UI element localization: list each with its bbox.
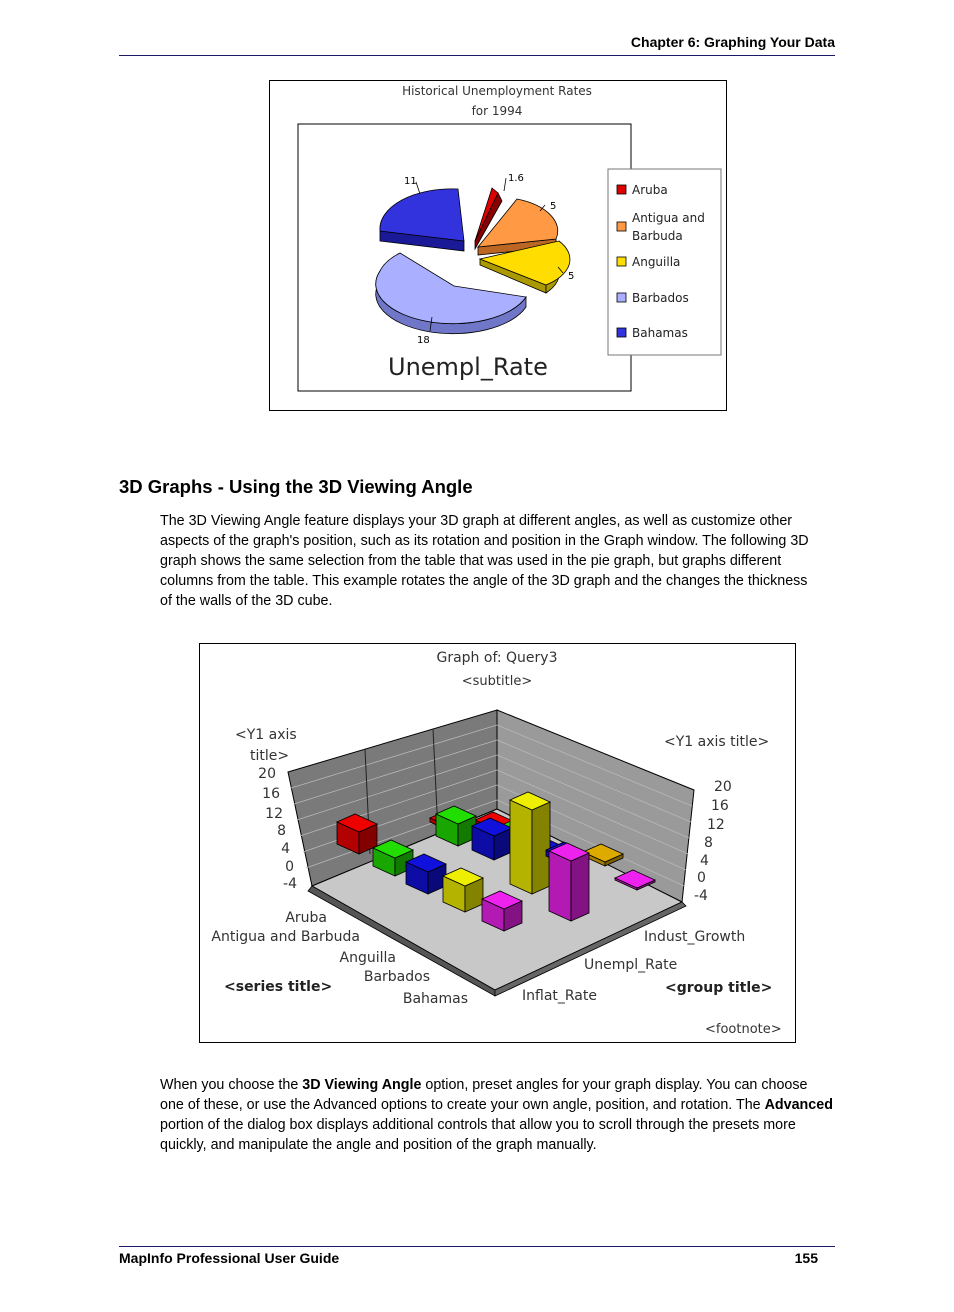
group-axis-title: <group title> xyxy=(665,980,773,996)
bar-face-side xyxy=(532,802,550,894)
pie-title-line1: Historical Unemployment Rates xyxy=(402,84,592,98)
left-tick: -4 xyxy=(283,876,297,892)
series-label-aruba: Aruba xyxy=(285,910,327,926)
pie-graph-figure xyxy=(269,80,727,411)
left-tick: 0 xyxy=(285,859,294,875)
y1-axis-title-right: <Y1 axis title> xyxy=(664,734,770,750)
text-run: When you choose the xyxy=(160,1077,303,1093)
paragraph-line: of the walls of the 3D cube. xyxy=(160,593,333,609)
graph3d-figure xyxy=(199,643,796,1043)
left-tick: 12 xyxy=(265,806,283,822)
legend-swatch-barbados xyxy=(617,293,626,302)
legend-label-antigua-l2: Barbuda xyxy=(632,229,683,243)
slice-label-anguilla: 5 xyxy=(568,271,575,282)
right-tick: -4 xyxy=(694,888,708,904)
section-paragraph xyxy=(160,511,836,611)
paragraph-line: portion of the dialog box displays additional controls that allow you to scroll through the presets more xyxy=(160,1117,796,1133)
right-tick: 20 xyxy=(714,779,732,795)
bar-face-side xyxy=(571,853,589,921)
paragraph-line: graph shows the same selection from the table that was used in the pie graph, but graphs different xyxy=(160,553,782,569)
legend-swatch-aruba xyxy=(617,185,626,194)
right-tick: 12 xyxy=(707,817,725,833)
paragraph-line: aspects of the graph's position, such as its rotation and position in the Graph window. The following 3D xyxy=(160,533,809,549)
slice-label-bahamas: 11 xyxy=(404,176,417,187)
left-tick: 4 xyxy=(281,841,290,857)
pie-title-line2: for 1994 xyxy=(471,104,523,118)
slice-label-barbados: 18 xyxy=(417,335,430,346)
graph3d-subtitle: <subtitle> xyxy=(461,674,533,689)
right-tick: 8 xyxy=(704,835,713,851)
group-label-unempl-rate: Unempl_Rate xyxy=(584,957,678,973)
right-tick: 16 xyxy=(711,798,729,814)
series-label-bahamas: Bahamas xyxy=(402,991,468,1007)
legend-swatch-antigua xyxy=(617,222,626,231)
series-axis-title: <series title> xyxy=(224,979,333,995)
series-label-antigua: Antigua and Barbuda xyxy=(211,929,360,945)
paragraph-line: columns from the table. This example rotates the angle of the 3D graph and the changes the thickness xyxy=(160,573,808,589)
text-run: one of these, or use the Advanced options to create your own angle, position, and rotation. The xyxy=(160,1097,765,1113)
y1-axis-title-left-l2: title> xyxy=(250,748,290,764)
legend-swatch-anguilla xyxy=(617,257,626,266)
y1-axis-title-left-l1: <Y1 axis xyxy=(235,727,297,743)
left-tick: 8 xyxy=(277,823,286,839)
pie-series-title: Unempl_Rate xyxy=(388,353,548,381)
header-rule xyxy=(119,55,835,56)
pie-graph-svg xyxy=(270,81,726,410)
paragraph-line xyxy=(160,1095,836,1115)
graph3d-footnote: <footnote> xyxy=(705,1022,782,1037)
paragraph-line: The 3D Viewing Angle feature displays your 3D graph at different angles, as well as customize other xyxy=(160,513,793,529)
series-label-anguilla: Anguilla xyxy=(339,950,396,966)
section-heading: 3D Graphs - Using the 3D Viewing Angle xyxy=(119,476,473,497)
series-label-barbados: Barbados xyxy=(363,969,430,985)
running-header: Chapter 6: Graphing Your Data xyxy=(630,34,835,50)
text-run: option, preset angles for your graph display. You can choose xyxy=(421,1077,808,1093)
bold-term: Advanced xyxy=(764,1097,833,1113)
left-tick: 16 xyxy=(262,786,280,802)
bar-face-front xyxy=(549,851,571,921)
paragraph-line xyxy=(160,1075,836,1095)
bar-face-front xyxy=(510,800,532,894)
closing-paragraph xyxy=(160,1075,836,1155)
paragraph-line: quickly, and manipulate the angle and position of the graph manually. xyxy=(160,1137,597,1153)
bar-barbados-tall xyxy=(510,792,550,894)
legend-label-aruba: Aruba xyxy=(632,183,668,197)
legend-label-antigua-l1: Antigua and xyxy=(632,211,705,225)
right-tick: 4 xyxy=(700,853,709,869)
bold-term: 3D Viewing Angle xyxy=(302,1077,422,1093)
group-label-inflat-rate: Inflat_Rate xyxy=(522,988,597,1004)
footer-guide-title: MapInfo Professional User Guide xyxy=(119,1250,340,1266)
page-number: 155 xyxy=(794,1250,818,1266)
graph3d-title: Graph of: Query3 xyxy=(436,650,558,666)
slice-label-aruba: 1.6 xyxy=(508,173,524,184)
right-axis-ticks xyxy=(694,779,732,904)
slice-label-antigua: 5 xyxy=(550,201,557,212)
group-label-indust-growth: Indust_Growth xyxy=(644,929,746,945)
legend-label-barbados: Barbados xyxy=(632,291,689,305)
left-tick: 20 xyxy=(258,766,276,782)
graph3d-svg xyxy=(200,644,795,1042)
right-tick: 0 xyxy=(697,870,706,886)
bar-bahamas-tall xyxy=(549,843,589,921)
pie-plot-frame xyxy=(298,124,631,391)
legend-label-anguilla: Anguilla xyxy=(632,255,681,269)
legend-swatch-bahamas xyxy=(617,328,626,337)
legend-label-bahamas: Bahamas xyxy=(632,326,688,340)
footer-rule xyxy=(119,1246,835,1247)
